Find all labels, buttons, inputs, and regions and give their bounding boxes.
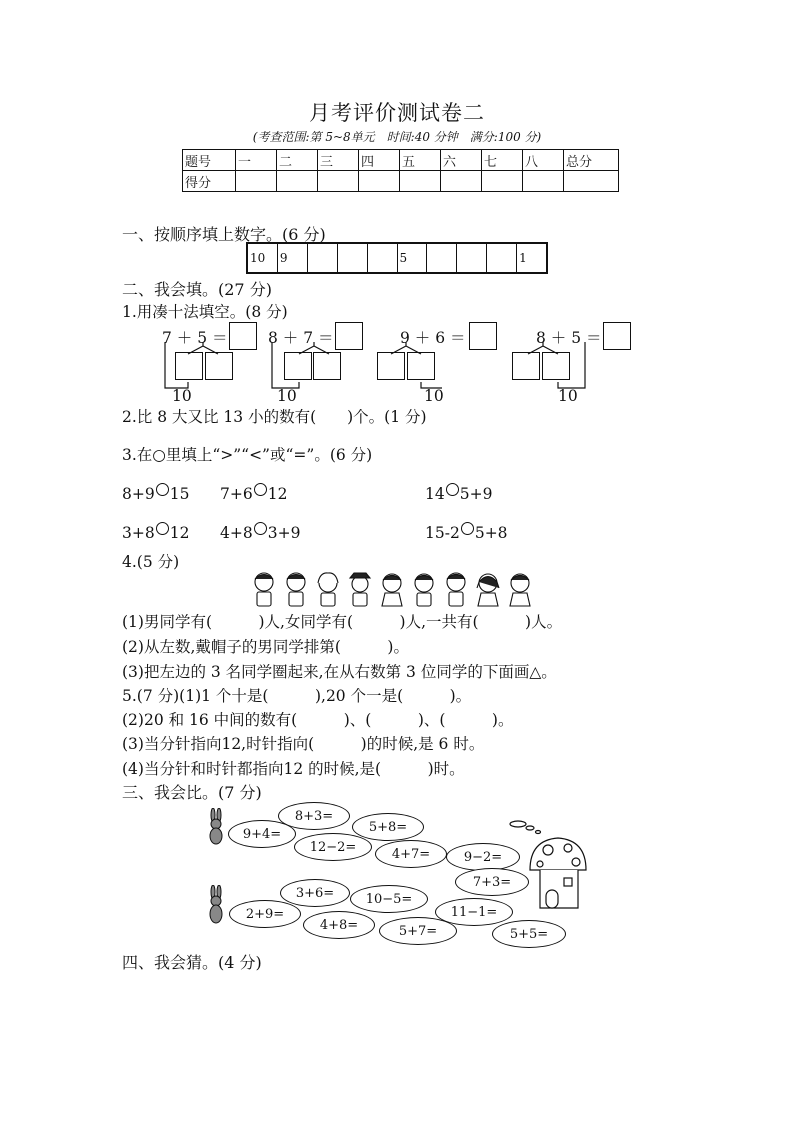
- compare-circle[interactable]: [461, 522, 474, 535]
- child-icon: [415, 574, 433, 606]
- child-icon: [318, 573, 338, 606]
- score-cell: 一: [236, 150, 277, 171]
- rabbit-icon: [205, 885, 227, 925]
- q5-line-3: (3)当分针指向12,时针指向( )的时候,是 6 时。: [122, 735, 485, 753]
- expression-oval[interactable]: 4+8=: [303, 911, 375, 939]
- sequence-cell[interactable]: [457, 244, 487, 272]
- score-input-cell[interactable]: [318, 171, 359, 192]
- ten-label: 10: [424, 387, 444, 405]
- compare-item: 4+8 3+9: [220, 524, 301, 542]
- child-icon: [447, 573, 465, 606]
- children-illustration: [250, 570, 545, 608]
- sequence-cell[interactable]: 5: [398, 244, 428, 272]
- expression-oval[interactable]: 9+4=: [228, 820, 296, 848]
- score-input-cell[interactable]: [441, 171, 482, 192]
- section1-heading: 一、按顺序填上数字。(6 分): [122, 225, 326, 244]
- compare-circle[interactable]: [156, 483, 169, 496]
- child-icon: [255, 573, 273, 606]
- expression-oval[interactable]: 8+3=: [278, 802, 350, 830]
- sequence-cell[interactable]: [427, 244, 457, 272]
- make-ten-expr-3: 9 ＋ 6 ＝: [400, 329, 466, 347]
- sequence-cell[interactable]: [338, 244, 368, 272]
- score-cell: 八: [523, 150, 564, 171]
- make-ten-expr-2: 8 ＋ 7 ＝: [268, 329, 334, 347]
- score-cell: 二: [277, 150, 318, 171]
- score-cell: 六: [441, 150, 482, 171]
- compare-item: 8+9 15: [122, 485, 190, 503]
- expression-oval[interactable]: 9−2=: [446, 843, 520, 871]
- score-cell: 五: [400, 150, 441, 171]
- q1-label: 1.用凑十法填空。(8 分): [122, 303, 288, 321]
- score-cell: 七: [482, 150, 523, 171]
- score-cell: 题号: [183, 150, 236, 171]
- compare-item: 15-2 5+8: [425, 524, 508, 542]
- expression-oval[interactable]: 11−1=: [435, 898, 513, 926]
- score-cell: 四: [359, 150, 400, 171]
- compare-item: 3+8 12: [122, 524, 190, 542]
- sequence-cell[interactable]: [487, 244, 517, 272]
- q5-line-2: (2)20 和 16 中间的数有( )、( )、( )。: [122, 711, 514, 729]
- score-input-cell[interactable]: [236, 171, 277, 192]
- score-input-cell[interactable]: [359, 171, 400, 192]
- make-ten-lines-2: [262, 340, 352, 400]
- rabbit-icon: [205, 808, 227, 846]
- score-input-cell[interactable]: [564, 171, 619, 192]
- q3-label: 3.在○里填上“>”“<”或“=”。(6 分): [122, 446, 373, 464]
- child-icon: [382, 574, 402, 606]
- expression-oval[interactable]: 10−5=: [350, 885, 428, 913]
- child-icon: [350, 573, 370, 606]
- compare-circle[interactable]: [254, 483, 267, 496]
- sequence-cell[interactable]: [368, 244, 398, 272]
- compare-circle[interactable]: [156, 522, 169, 535]
- exam-scope-subtitle: (考查范围:第 5~8单元 时间:40 分钟 满分:100 分): [252, 130, 542, 144]
- expression-oval[interactable]: 3+6=: [280, 879, 350, 907]
- ten-label: 10: [558, 387, 578, 405]
- make-ten-lines-1: [150, 340, 240, 400]
- make-ten-lines-4: [505, 340, 595, 400]
- sequence-cell[interactable]: 9: [278, 244, 308, 272]
- mushroom-house-icon: [508, 818, 592, 918]
- number-sequence-box: [246, 242, 548, 274]
- expression-oval[interactable]: 5+7=: [379, 917, 457, 945]
- q2-text: 2.比 8 大又比 13 小的数有( )个。(1 分): [122, 408, 427, 426]
- child-icon: [287, 573, 305, 606]
- compare-item: 7+6 12: [220, 485, 288, 503]
- expression-oval[interactable]: 5+8=: [352, 813, 424, 841]
- sequence-cell[interactable]: 1: [519, 251, 527, 265]
- child-icon: [510, 574, 530, 606]
- score-input-cell[interactable]: [482, 171, 523, 192]
- section4-heading: 四、我会猜。(4 分): [122, 953, 262, 972]
- expression-oval[interactable]: 7+3=: [455, 868, 529, 896]
- score-cell: 总分: [564, 150, 619, 171]
- q4-line-2: (2)从左数,戴帽子的男同学排第( )。: [122, 638, 409, 656]
- make-ten-expr-4: 8 ＋ 5 ＝: [536, 329, 602, 347]
- q5-line-1: 5.(7 分)(1)1 个十是( ),20 个一是( )。: [122, 687, 472, 705]
- compare-circle[interactable]: [446, 483, 459, 496]
- expression-oval[interactable]: 12−2=: [294, 833, 372, 861]
- page-title: 月考评价测试卷二: [309, 101, 485, 125]
- ten-label: 10: [277, 387, 297, 405]
- expression-oval[interactable]: 5+5=: [492, 920, 566, 948]
- score-input-cell[interactable]: [523, 171, 564, 192]
- score-table-score-row: [183, 171, 619, 192]
- score-input-cell[interactable]: [277, 171, 318, 192]
- section3-heading: 三、我会比。(7 分): [122, 783, 262, 802]
- sequence-cell[interactable]: [308, 244, 338, 272]
- expression-oval[interactable]: 4+7=: [375, 840, 447, 868]
- q5-line-4: (4)当分针和时针都指向12 的时候,是( )时。: [122, 760, 465, 778]
- score-table-header-row: [183, 150, 619, 171]
- compare-circle[interactable]: [254, 522, 267, 535]
- answer-box[interactable]: [603, 322, 631, 350]
- compare-item: 14 5+9: [425, 485, 493, 503]
- sequence-cell[interactable]: 10: [248, 244, 278, 272]
- q4-label: 4.(5 分): [122, 553, 180, 571]
- make-ten-lines-3: [370, 340, 460, 400]
- q4-line-1: (1)男同学有( )人,女同学有( )人,一共有( )人。: [122, 613, 563, 631]
- score-table: [182, 149, 619, 192]
- score-cell: 三: [318, 150, 359, 171]
- make-ten-expr-1: 7 ＋ 5 ＝: [162, 329, 228, 347]
- q4-line-3: (3)把左边的 3 名同学圈起来,在从右数第 3 位同学的下面画△。: [122, 663, 557, 681]
- child-icon: [477, 574, 499, 606]
- answer-box[interactable]: [469, 322, 497, 350]
- section2-heading: 二、我会填。(27 分): [122, 280, 272, 299]
- score-input-cell[interactable]: [400, 171, 441, 192]
- ten-label: 10: [172, 387, 192, 405]
- expression-oval[interactable]: 2+9=: [229, 900, 301, 928]
- score-cell: 得分: [183, 171, 236, 192]
